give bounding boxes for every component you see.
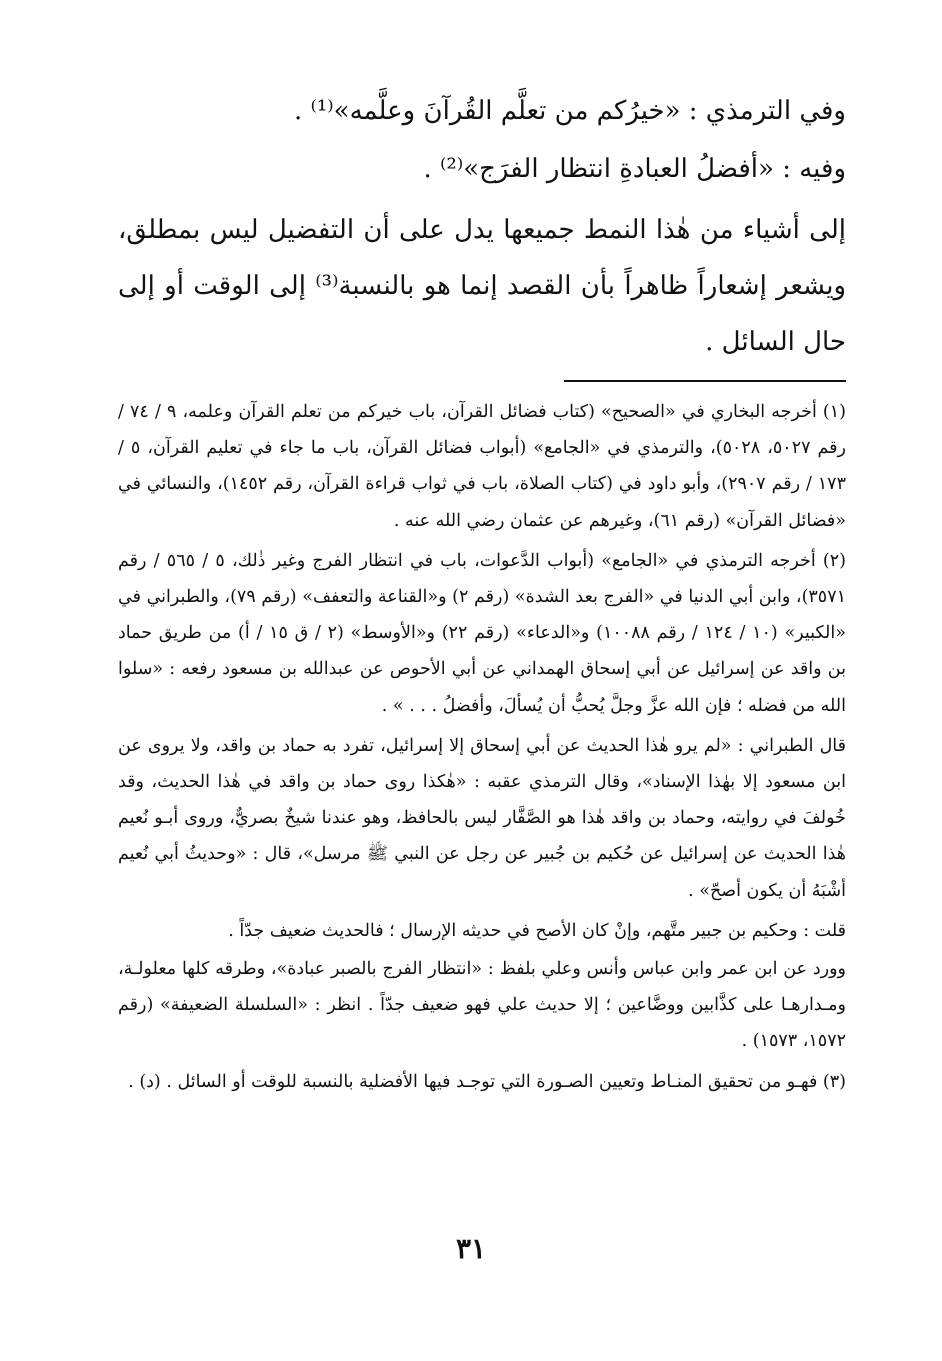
main-text — [118, 82, 846, 370]
footnote-2-tabarani-comment: قال الطبراني : «لم يرو هٰذا الحديث عن أبي إسحاق إلا إسرائيل، تفرد به حماد بن واقد، ولا يروى عن ابن مسعود إلا بهٰذا الإسناد»، وقال الترمذي عقبه : «هٰكذا روى حماد بن واقد في هٰذا الحديث، وقد خُولفَ في روايته، وحماد بن واقد هٰذا هو الصَّفَّار ليس بالحافظ، وهو عندنا شيخٌ بصريٌّ، وروى أبـو نُعيم هٰذا الحديث عن إسرائيل عن حُكيم بن جُبير عن رجل عن النبي ﷺ مرسل»، قال : «وحديثُ أبي نُعيم أشْبَهُ أن يكون أصحّ» . — [118, 735, 846, 901]
hadith-line-1: وفي الترمذي : «خيرُكم من تعلَّم القُرآنَ وعلَّمه»⁽¹⁾ . — [293, 96, 846, 126]
main-paragraph: إلى أشياء من هٰذا النمط جميعها يدل على أن التفضيل ليس بمطلق، ويشعر إشعاراً ظاهراً بأن القصد إنما هو بالنسبة⁽³⁾ إلى الوقت أو إلى حال السائل . — [118, 215, 846, 357]
footnote-separator — [564, 380, 846, 382]
hadith-line-2: وفيه : «أفضلُ العبادةِ انتظار الفرَج»⁽²⁾ . — [423, 154, 846, 184]
footnote-2-author-note: قلت : وحكيم بن جبير متَّهم، وإنْ كان الأصح في حديثه الإرسال ؛ فالحديث ضعيف جدّاً . — [228, 920, 846, 941]
footnote-3: (٣) فهـو من تحقيق المنـاط وتعيين الصـورة التي توجـد فيها الأفضلية بالنسبة للوقت أو السائل . (د) . — [128, 1071, 846, 1092]
footnote-2-other-narrations: وورد عن ابن عمر وابن عباس وأنس وعلي بلفظ : «انتظار الفرج بالصبر عبادة»، وطرقه كلها معلولـة، ومـدارهـا على كذَّابين ووضَّاعين ؛ إلا حديث علي فهو ضعيف جدّاً . انظر : «السلسلة الضعيفة» (رقم ١٥٧٢، ١٥٧٣) . — [118, 959, 846, 1052]
footnotes — [118, 394, 846, 1100]
page-number: ٣١ — [455, 1232, 487, 1265]
book-page — [118, 82, 846, 1322]
footnote-2: (٢) أخرجه الترمذي في «الجامع» (أبواب الدَّعوات، باب في انتظار الفرج وغير ذٰلك، ٥ / ٥٦٥ / رقم ٣٥٧١)، وابن أبي الدنيا في «الفرج بعد الشدة» (رقم ٢) و«القناعة والتعفف» (رقم ٧٩)، والطبراني في «الكبير» (١٠ / ١٢٤ / رقم ١٠٠٨٨) و«الدعاء» (رقم ٢٢) و«الأوسط» (٢ / ق ١٥ / أ) من طريق حماد بن واقد عن إسرائيل عن أبي إسحاق الهمداني عن أبي الأحوص عن عبدالله بن مسعود رفعه : «سلوا الله من فضله ؛ فإن الله عزَّ وجلَّ يُحبُّ أن يُسألَ، وأفضلُ . . . » . — [118, 550, 847, 716]
footnote-1: (١) أخرجه البخاري في «الصحيح» (كتاب فضائل القرآن، باب خيركم من تعلم القرآن وعلمه، ٩ / ٧٤ / رقم ٥٠٢٧، ٥٠٢٨)، والترمذي في «الجامع» (أبواب فضائل القرآن، باب ما جاء في تعليم القرآن، ٥ / ١٧٣ / رقم ٢٩٠٧)، وأبو داود في (كتاب الصلاة، باب في ثواب قراءة القرآن، رقم ١٤٥٢)، والنسائي في «فضائل القرآن» (رقم ٦١)، وغيرهم عن عثمان رضي الله عنه . — [118, 402, 846, 531]
